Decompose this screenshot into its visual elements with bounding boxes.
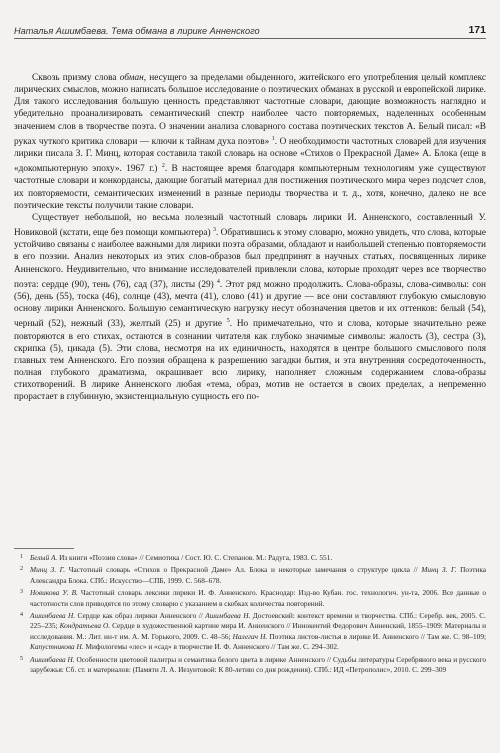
footnotes — [14, 553, 486, 677]
italic-text: Капустникова Н. — [30, 642, 84, 652]
footnote-number: 2 — [20, 566, 23, 573]
italic-text: Ашимбаева Н. — [30, 654, 75, 664]
footnote-separator — [14, 548, 74, 549]
text-run: . Обратившись к этому словарю, можно увидеть, что слова, которые устойчиво связаны с наиболее важными для лирики поэта образами, обладают и наибольшей степенью повторяемости в его поэзии. Анализ некоторых из этих слов-образов был предпринят в научных статьях, посвященных лирике Анненского. Неудивительно, что внимание исследователей привлекли слова, которые проходят через все творчество поэта: сердце (90), тень (76), сад (37), листы (29) — [14, 228, 487, 290]
footnote-ref: 4 — [216, 278, 220, 285]
footnote — [14, 553, 486, 563]
italic-text: Минц З. Г. — [421, 565, 457, 575]
paragraph — [14, 72, 486, 212]
footnote — [14, 565, 486, 586]
italic-text: обман — [119, 73, 144, 83]
running-header-title: Наталья Ашимбаева. Тема обмана в лирике Анненского — [14, 26, 260, 36]
footnote — [14, 588, 486, 609]
text-run: . Но примечательно, что и слова, которые значительно реже повторяются в его стихах, остаются в сознании читателя как глубоко значимые символы: жалость (3), сестра (3), скрипка (5), цикада (5). Эти слова, несмотря на их единичность, находятся в центре большого смыслового поля главных тем Анненского. Его поэзия обращена к разрешению загадки бытия, и эта внутренняя сосредоточенность, полная глубокого драматизма, окрашивает всю лирику, наполняет сложным содержанием слова-образы стихотворений. В лирике Анненского любая «тема, образ, мотив не остается в своих пределах, а непременно прорастает в глубинную, экзистенциальную сущность его по- — [14, 319, 486, 403]
text-run: Сердце как образ лирики Анненского // — [75, 611, 206, 621]
text-run: . В настоящее время благодаря компьютерным технологиям уже существуют частотные словари и конкордансы, дающие богатый материал для постижения поэтического мира через подсчет слов, их повторяемости, семантических изменений в разные периоды творчества и т. д., хотя, конечно, далеко не все поэтические тексты получили такие словари. — [14, 164, 486, 211]
italic-text: Белый А. — [30, 553, 58, 562]
text-run: Существует небольшой, но весьма полезный частотный словарь лирики И. Анненского, составленный У. Новиковой (кстати, еще без помощи компьютера) — [14, 212, 486, 239]
footnote — [14, 611, 486, 653]
text-run: Мифологемы «лес» и «сад» в творчестве И. Ф. Анненского // Там же. С. 294–302. — [83, 642, 339, 652]
text-run: Частотный словарь «Стихов о Прекрасной Даме» Ал. Блока и некоторые замечания о структуре цикла // — [65, 565, 422, 575]
footnote-ref: 2 — [161, 163, 165, 170]
italic-text: Новикова У. В. — [30, 588, 78, 598]
italic-text: Минц З. Г. — [30, 565, 66, 575]
text-run: Поэтика Александра Блока. СПб.: Искусство—СПБ, 1999. С. 568–678. — [30, 565, 487, 585]
text-run: Частотный словарь лексики лирики И. Ф. Анненского. Краснодар: Изд-во Кубан. гос. технологич. ун-та, 2006. Все данные о частотности слов приводятся по этому словарю с указанием в скобках количества повторений. — [30, 588, 486, 608]
main-text — [14, 72, 486, 404]
footnote-ref: 5 — [226, 318, 230, 325]
text-run: Достоевский: контекст времени и творчества. СПб.: Серебр. век, 2005. С. 225–235; — [30, 611, 487, 631]
footnote-number: 4 — [20, 612, 23, 619]
header-rule — [14, 38, 486, 39]
footnote-ref: 1 — [271, 135, 275, 142]
footnote-number: 3 — [20, 589, 23, 596]
text-run: Сердце в художественной картине мира И. Анненского // Иннокентий Федорович Анненский, 1855–1909: Материалы и исследования. М.: Лит. ин-т им. А. М. Горького, 2009. С. 48–56; — [30, 621, 487, 641]
text-run: , несущего за пределами обыденного, житейского его употребления целый комплекс лирических смыслов, можно написать большое исследование о поэтических обманах в русской и европейской лирике. Для такого исследования большую ценность представляют частотные словари, дающие возможность наглядно и убедительно проанализировать семантический спектр наиболее часто повторяемых, наделенных особенным значением слов в творчестве поэта. О значении анализа словарного состава поэтических текстов А. Белый писал: «В руках чуткого критика словари — ключи к тайнам духа поэтов» — [14, 73, 486, 147]
text-run: . О необходимости частотных словарей для изучения лирики писала З. Г. Минц, которая составила такой словарь на основе «Стихов о Прекрасной Даме» А. Блока (еще в «докомпьютерную эпоху». 1967 г.) — [14, 136, 486, 175]
text-run: Сквозь призму слова — [32, 73, 120, 83]
italic-text: Кондратьева О. — [59, 621, 111, 631]
footnote — [14, 655, 486, 676]
italic-text: Ашимбаева Н. — [205, 611, 251, 621]
text-run: Из книги «Поэзия слова» // Семиотика / Сост. Ю. С. Степанов. М.: Радуга, 1983. С. 551. — [57, 553, 333, 562]
footnote-number: 1 — [20, 554, 23, 560]
text-run: Поэтика листов-листья в лирике И. Анненского // Там же. С. 98–109; — [267, 631, 486, 641]
text-run: Особенности цветовой палитры и семантика белого цвета в лирике Анненского // Судьбы литературы Серебряного века и русского зарубежья: Сб. ст. и материалов: (Памяти Л. А. Иезуитовой: К 80-летию со дня рождения). СПб.: ИД «Петрополис», 2010. С. 299–309 — [30, 654, 486, 675]
footnote-ref: 3 — [212, 227, 216, 234]
text-run: . Этот ряд можно продолжить. Слова-образы, слова-символы: сон (56), день (55), тоска (46), солнце (43), мечта (41), слово (41) и другие — все они составляют глубокую смысловую основу лирики Анненского. Большую семантическую нагрузку несут обозначения цветов и их оттенков: белый (54), черный (52), нежный (33), желтый (25) и другие — [14, 279, 486, 330]
footnote-number: 5 — [20, 655, 23, 662]
running-header — [14, 20, 486, 36]
page-number: 171 — [468, 24, 486, 36]
italic-text: Ашимбаева Н. — [30, 611, 76, 621]
paragraph — [14, 212, 486, 404]
italic-text: Налегач Н. — [232, 631, 268, 641]
